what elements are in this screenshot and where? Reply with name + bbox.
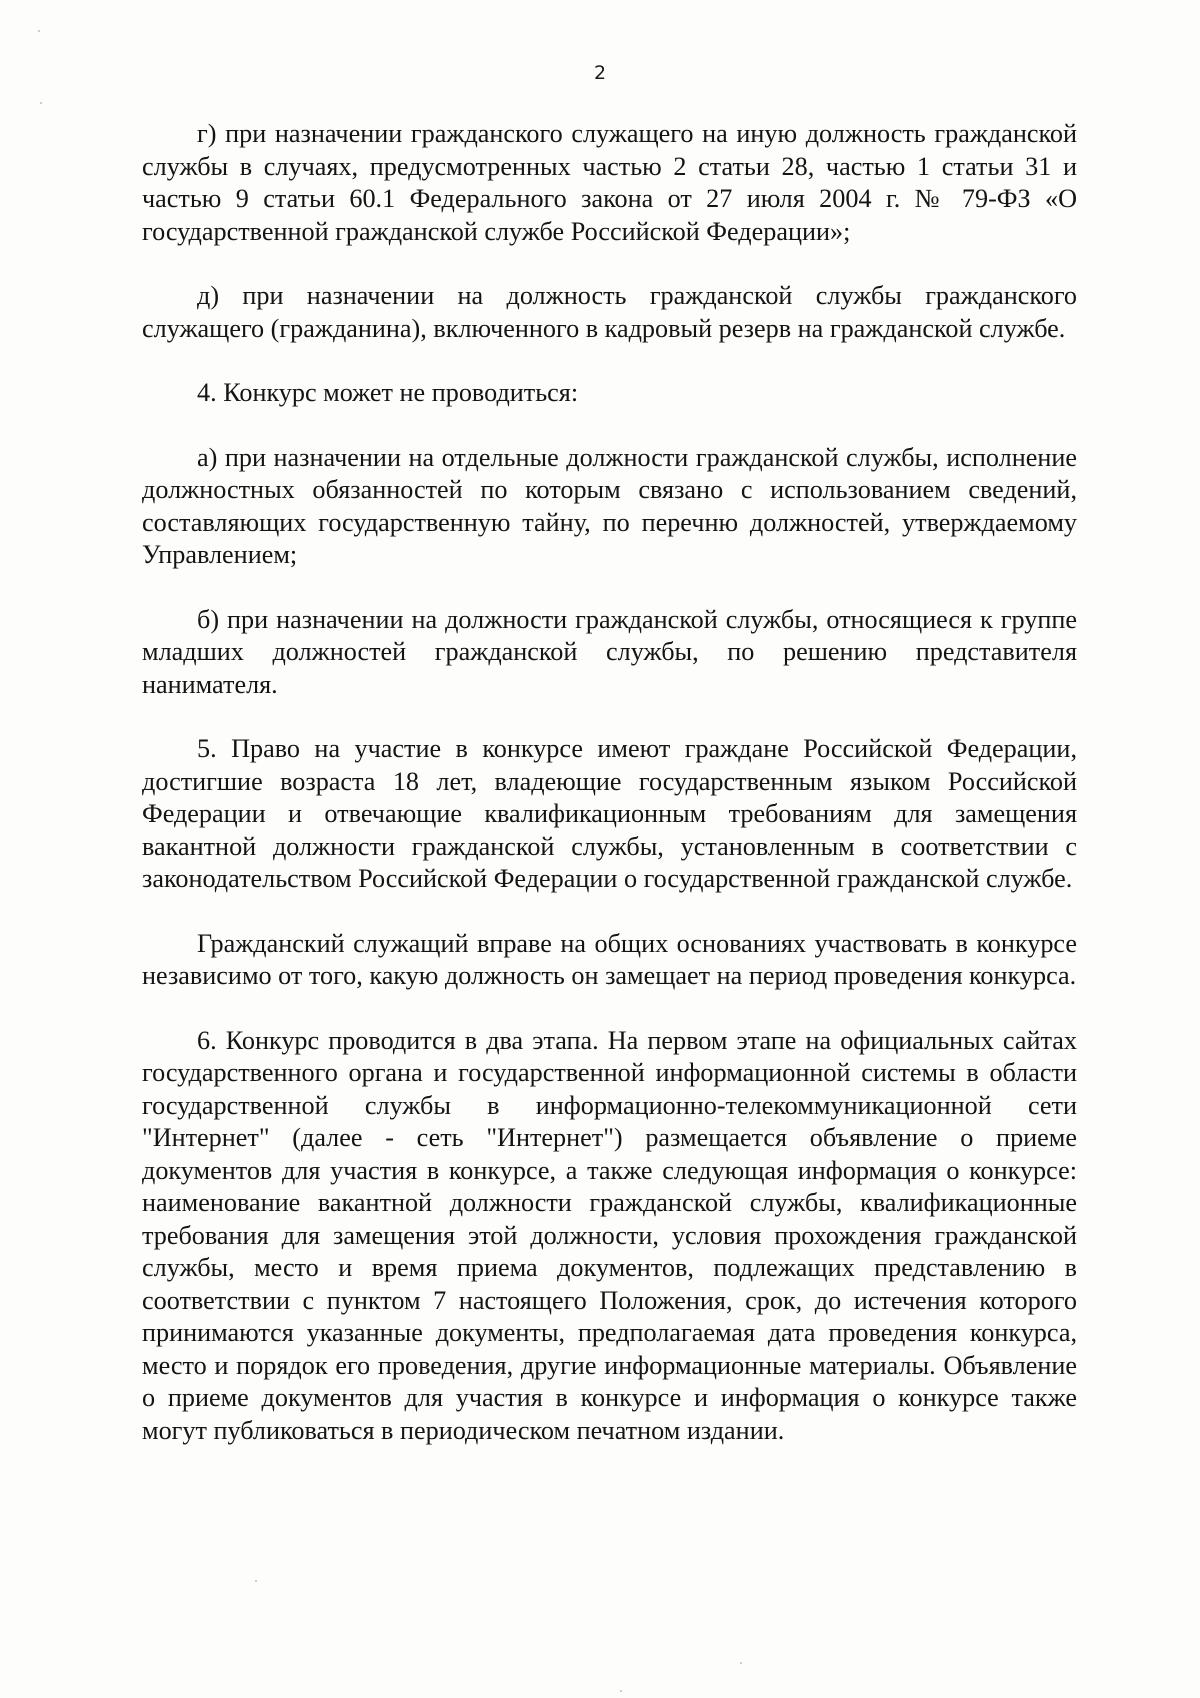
scan-speck (740, 1662, 742, 1664)
page-number: 2 (593, 62, 607, 84)
scan-speck (620, 1690, 622, 1692)
scan-speck (40, 102, 42, 104)
paragraph-section-5: 5. Право на участие в конкурсе имеют граждане Российской Федерации, достигшие возраста 18 лет, владеющие государственным языком Российской Федерации и отвечающие квалификационным требованиям для замещения вакантной должности гражданской службы, установленным в соответствии с законодательством Российской Федерации о государственной гражданской службе. (142, 734, 1077, 893)
paragraph-item-d: д) при назначении на должность гражданской службы гражданского служащего (гражданина), включенного в кадровый резерв на гражданской службе. (142, 281, 1077, 343)
paragraph-civil-servant: Гражданский служащий вправе на общих основаниях участвовать в конкурсе независимо от того, какую должность он замещает на период проведения конкурса. (142, 928, 1077, 990)
paragraph-section-6: 6. Конкурс проводится в два этапа. На первом этапе на официальных сайтах государственного органа и государственной информационной системы в области государственной службы в информационно-телекоммуникационной сети "Интернет" (далее - сеть "Интернет") размещается объявление о приеме документов для участия в конкурсе, а также следующая информация о конкурсе: наименование вакантной должности гражданской службы, квалификационные требования для замещения этой должности, условия прохождения гражданской службы, место и время приема документов, подлежащих представлению в соответствии с пунктом 7 настоящего Положения, срок, до истечения которого принимаются указанные документы, предполагаемая дата проведения конкурса, место и порядок его проведения, другие информационные материалы. Объявление о приеме документов для участия в конкурсе и информация о конкурсе также могут публиковаться в периодическом печатном издании. (142, 1025, 1077, 1445)
paragraph-item-a: а) при назначении на отдельные должности гражданской службы, исполнение должностных обязанностей по которым связано с использованием сведений, составляющих государственную тайну, по перечню должностей, утверждаемому Управлением; (142, 442, 1077, 569)
document-body (142, 118, 1077, 1447)
scan-speck (255, 1580, 257, 1582)
scan-speck (38, 30, 40, 32)
paragraph-item-g: г) при назначении гражданского служащего на иную должность гражданской службы в случаях, предусмотренных частью 2 статьи 28, частью 1 статьи 31 и частью 9 статьи 60.1 Федерального закона от 27 июля 2004 г. № 79-ФЗ «О государственной гражданской службе Российской Федерации»; (142, 119, 1077, 246)
paragraph-item-b: б) при назначении на должности гражданской службы, относящиеся к группе младших должностей гражданской службы, по решению представителя нанимателя. (142, 604, 1077, 699)
paragraph-section-4: 4. Конкурс может не проводиться: (197, 378, 579, 407)
